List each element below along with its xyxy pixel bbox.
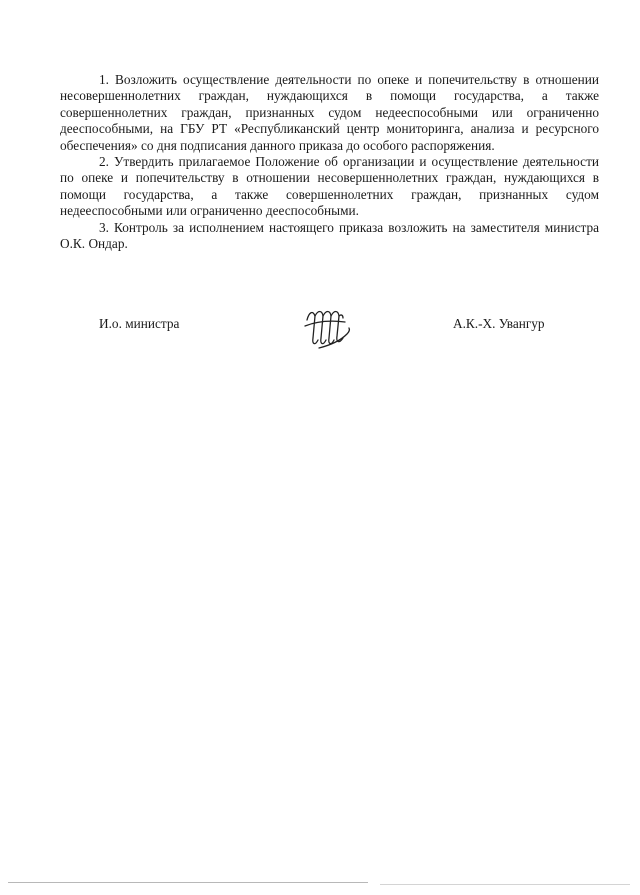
handwritten-signature-icon [299, 306, 359, 352]
order-item-1: 1. Возложить осуществление деятельности по опеке и попечительству в отношении несовершеннолетних граждан, нуждающихся в помощи государства, а также совершеннолетних граждан, признанных судом недееспособными или ограниченно дееспособными, на ГБУ РТ «Республиканский центр мониторинга, анализа и ресурсного обеспечения» со дня подписания данного приказа до особого распоряжения. [60, 72, 599, 153]
scan-edge-line [380, 884, 630, 885]
order-body [60, 72, 599, 252]
scan-edge-line [8, 882, 368, 883]
signature-block [0, 306, 640, 356]
order-item-3: 3. Контроль за исполнением настоящего приказа возложить на заместителя министра О.К. Ондар. [60, 219, 599, 252]
signer-name: А.К.-Х. Увангур [453, 316, 545, 331]
signer-position-title: И.о. министра [99, 316, 180, 331]
order-item-2: 2. Утвердить прилагаемое Положение об организации и осуществление деятельности по опеке и попечительству в отношении несовершеннолетних граждан, нуждающихся в помощи государства, а также совершеннолетних граждан, признанных судом недееспособными или ограниченно дееспособными. [60, 154, 599, 219]
